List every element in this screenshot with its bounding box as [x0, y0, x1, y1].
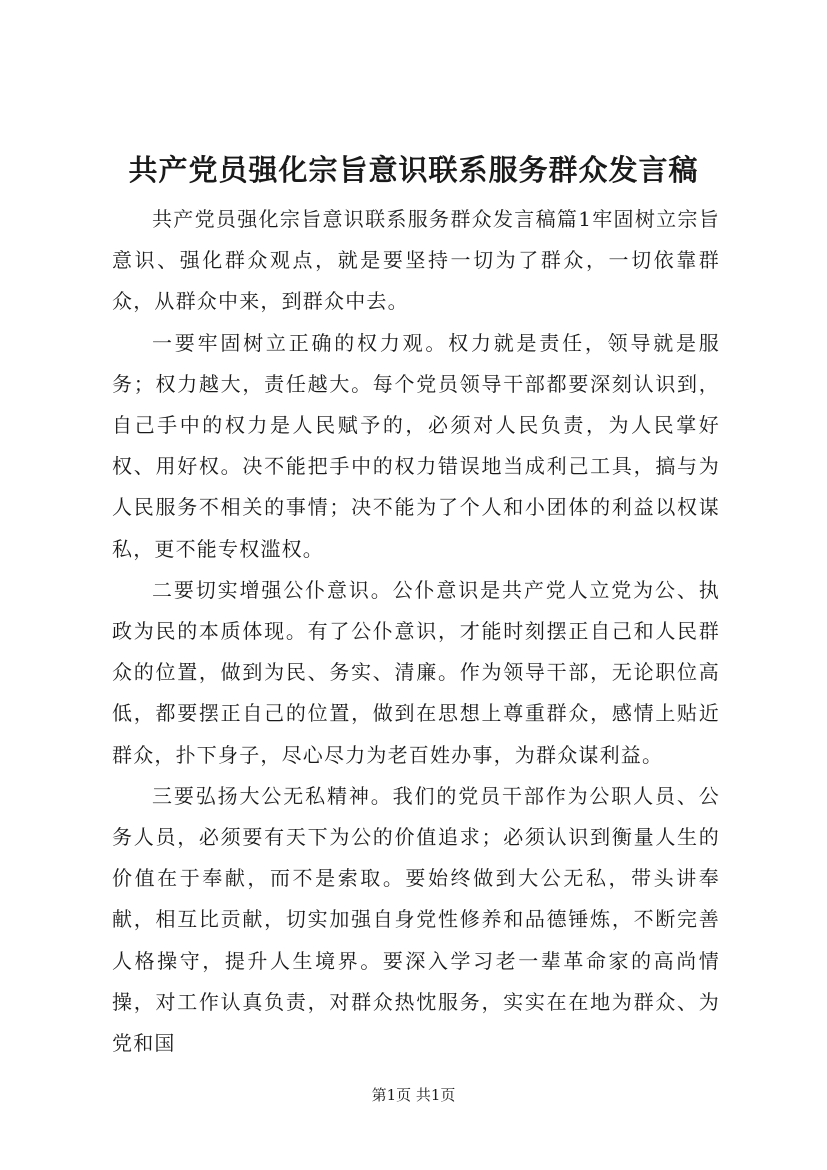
- paragraph-1: 共产党员强化宗旨意识联系服务群众发言稿篇1牢固树立宗旨意识、强化群众观点，就是要坚持一切为了群众，一切依靠群众，从群众中来，到群众中去。: [112, 207, 720, 314]
- paragraph-3: 二要切实增强公仆意识。公仆意识是共产党人立党为公、执政为民的本质体现。有了公仆意识，才能时刻摆正自己和人民群众的位置，做到为民、务实、清廉。作为领导干部，无论职位高低，都要摆正自己的位置，做到在思想上尊重群众，感情上贴近群众，扑下身子，尽心尽力为老百姓办事，为群众谋利益。: [112, 577, 720, 767]
- paragraph-2: 一要牢固树立正确的权力观。权力就是责任，领导就是服务；权力越大，责任越大。每个党员领导干部都要深刻认识到，自己手中的权力是人民赋予的，必须对人民负责，为人民掌好权、用好权。决不能把手中的权力错误地当成利己工具，搞与为人民服务不相关的事情；决不能为了个人和小团体的利益以权谋私，更不能专权滥权。: [112, 330, 720, 561]
- document-title: 共产党员强化宗旨意识联系服务群众发言稿: [128, 153, 699, 187]
- page-footer: 第1页 共1页: [371, 1086, 456, 1104]
- paragraph-4: 三要弘扬大公无私精神。我们的党员干部作为公职人员、公务人员，必须要有天下为公的价值追求；必须认识到衡量人生的价值在于奉献，而不是索取。要始终做到大公无私，带头讲奉献，相互比贡献，切实加强自身党性修养和品德锤炼，不断完善人格操守，提升人生境界。要深入学习老一辈革命家的高尚情操，对工作认真负责，对群众热忱服务，实实在在地为群众、为党和国: [112, 783, 720, 1056]
- document-body: [112, 199, 720, 1064]
